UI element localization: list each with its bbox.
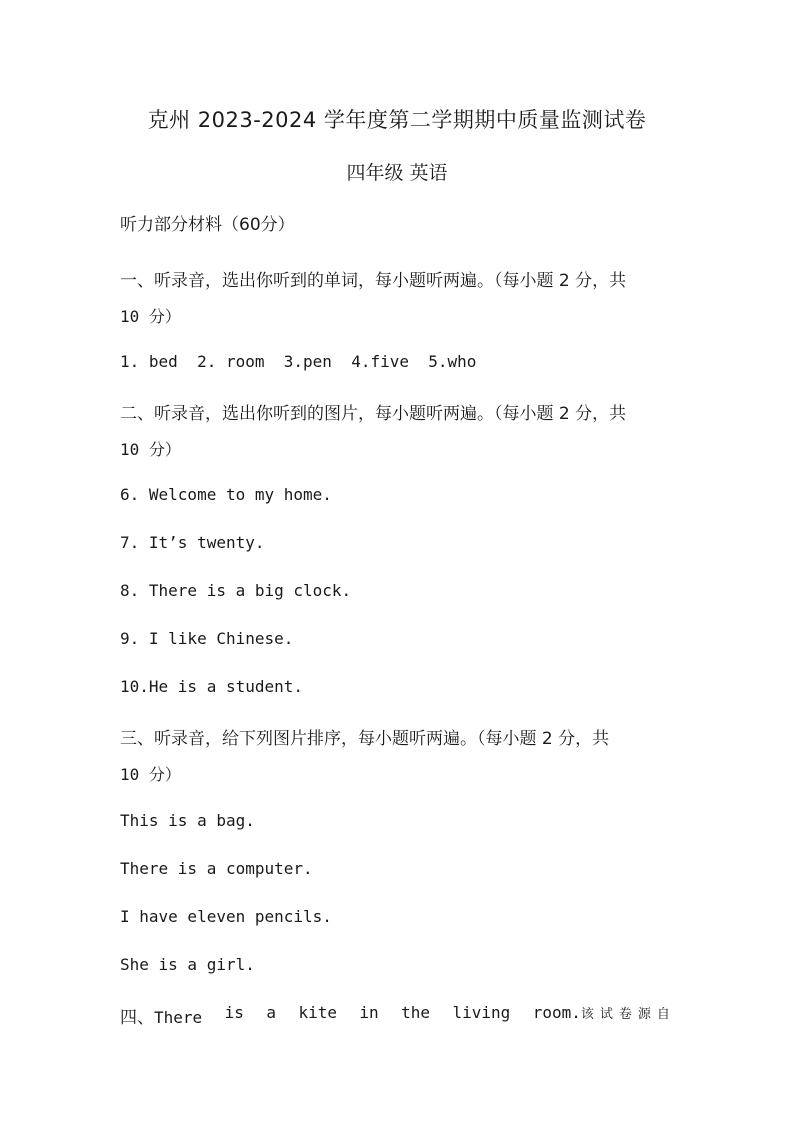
part2-heading-cont: 10 分） (120, 440, 181, 459)
part4-word: in (359, 1003, 379, 1022)
part4-line (120, 1003, 676, 1028)
section-label: 听力部分材料（60分） (120, 215, 295, 235)
part2-item: 6. Welcome to my home. (120, 485, 332, 504)
part4-word: room. (532, 1003, 581, 1022)
part3-item: She is a girl. (120, 955, 255, 974)
exam-title: 克州 2023-2024 学年度第二学期期中质量监测试卷 (147, 108, 647, 132)
part4-first (120, 1003, 202, 1028)
part3-heading: 三、听录音，给下列图片排序，每小题听两遍。（每小题 2 分，共 (120, 729, 610, 749)
part1-heading: 一、听录音，选出你听到的单词，每小题听两遍。（每小题 2 分，共 (120, 271, 627, 291)
exam-subtitle: 四年级 英语 (346, 162, 448, 184)
part4-word: the (401, 1003, 431, 1022)
part2-item: 8. There is a big clock. (120, 581, 352, 600)
part2-item: 7. It’s twenty. (120, 533, 265, 552)
part3-item: This is a bag. (120, 811, 255, 830)
part4-word: There (154, 1008, 203, 1027)
part2-item: 9. I like Chinese. (120, 629, 294, 648)
part3-item: There is a computer. (120, 859, 313, 878)
part1-items: 1. bed 2. room 3.pen 4.five 5.who (120, 352, 477, 371)
part4-word: is (224, 1003, 244, 1022)
part4-word: a (266, 1003, 276, 1022)
part3-heading-cont: 10 分） (120, 765, 181, 784)
part4-trailing-text: 该试卷源自 (580, 1007, 676, 1022)
part2-heading: 二、听录音，选出你听到的图片，每小题听两遍。（每小题 2 分，共 (120, 404, 627, 424)
part4-word: living (452, 1003, 511, 1022)
part3-item: I have eleven pencils. (120, 907, 332, 926)
part1-heading-cont: 10 分） (120, 307, 181, 326)
part2-item: 10.He is a student. (120, 677, 304, 696)
part4-prefix: 四、 (120, 1008, 154, 1028)
part4-word: kite (298, 1003, 337, 1022)
part4-last (533, 1003, 676, 1028)
